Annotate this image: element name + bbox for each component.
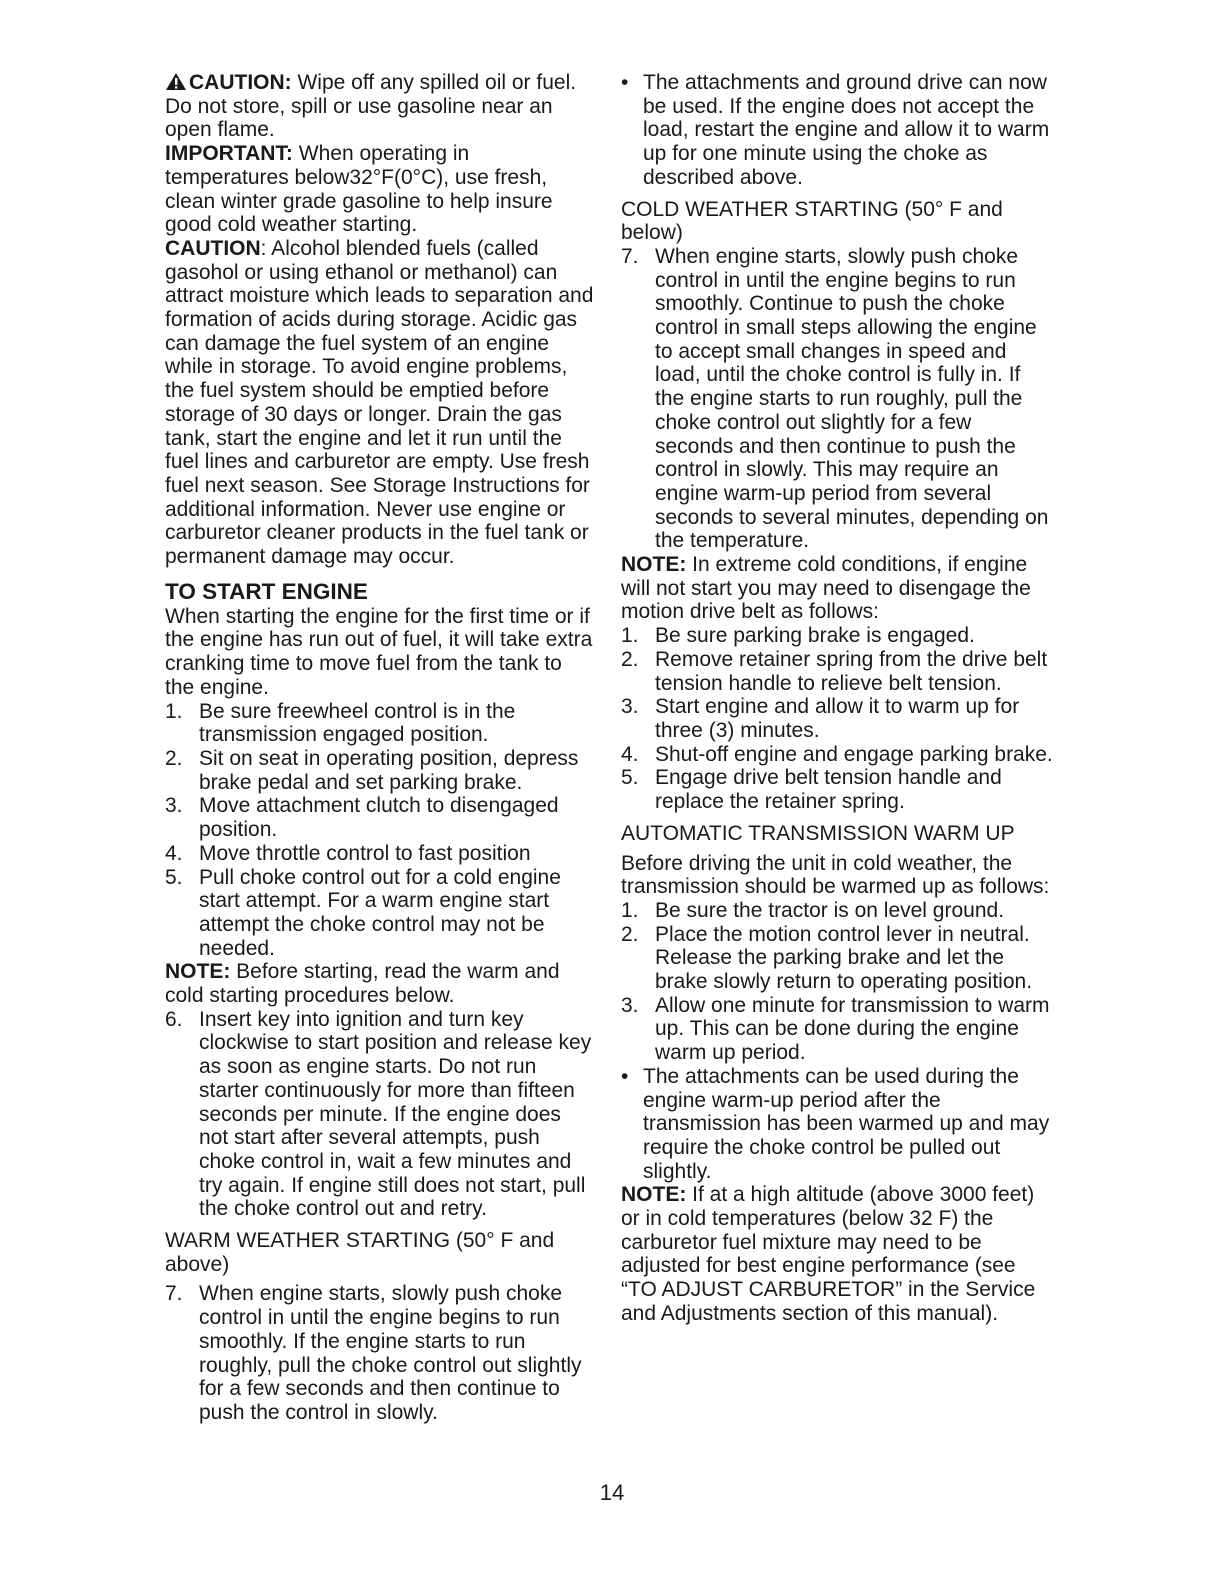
belt-step: 5. Engage drive belt tension handle and replace the retainer spring. xyxy=(621,766,1002,814)
important-label: IMPORTANT: xyxy=(165,142,293,166)
auto-step: 2. Place the motion control lever in neutral. Release the parking brake and let the brake slowly return to operating position. xyxy=(621,922,1033,994)
warning-triangle-icon xyxy=(165,72,187,91)
note-label: NOTE: xyxy=(165,960,231,984)
note-paragraph: NOTE: If at a high altitude (above 3000 feet) or in cold temperatures (below 32 F) the carburetor fuel mixture may need to be adjusted for best engine performance (see “TO ADJUST CARBURETOR” in the Service and Adjustments section of this manual). xyxy=(621,1183,1036,1325)
important-paragraph: IMPORTANT: When operating in temperatures below32°F(0°C), use fresh, clean winter grade gasoline to help insure good cold weather starting. xyxy=(165,142,553,237)
auto-step: 3. Allow one minute for transmission to warm up. This can be done during the engine warm up period. xyxy=(621,993,1050,1065)
note-label: NOTE: xyxy=(621,1183,687,1207)
belt-step: 2. Remove retainer spring from the drive belt tension handle to relieve belt tension. xyxy=(621,647,1048,695)
belt-step: 3. Start engine and allow it to warm up for three (3) minutes. xyxy=(621,695,1020,742)
start-step: 3. Move attachment clutch to disengaged position. xyxy=(165,794,559,842)
start-step: 1. Be sure freewheel control is in the transmission engaged position. xyxy=(165,699,516,747)
bullet-item: • The attachments can be used during the engine warm-up period after the transmission has been warmed up and may require the choke control be pulled out slightly. xyxy=(621,1064,1050,1183)
caution-label: CAUTION xyxy=(165,236,261,260)
note-label: NOTE: xyxy=(621,553,687,577)
belt-step: 4. Shut-off engine and engage parking brake. xyxy=(621,742,1053,766)
caution-alcohol-paragraph: CAUTION: Alcohol blended fuels (called gasohol or using ethanol or methanol) can attract moisture which leads to separation and formation of acids during storage. Acidic gas can damage the fuel system of an engine while in storage. To avoid engine problems, the fuel system should be emptied before storage of 30 days or longer. Drain the gas tank, start the engine and let it run until the fuel lines and carburetor are empty. Use fresh fuel next season. See Storage Instructions for additional information. Never use engine or carburetor cleaner products in the fuel tank or permanent damage may occur. xyxy=(165,236,594,569)
page-number: 14 xyxy=(599,1480,625,1505)
cold-weather-step: 7. When engine starts, slowly push choke control in until the engine begins to run smoothly. Continue to push the choke control in small steps allowing the engine to accept small changes in speed and load, until the choke control is fully in. If the engine starts to run roughly, pull the choke control out slightly for a few seconds and then continue to push the control in slowly. This may require an engine warm-up period from several seconds to several minutes, depending on the temperature. xyxy=(621,244,1049,553)
note-paragraph: NOTE: Before starting, read the warm and cold starting procedures below. xyxy=(165,960,560,1008)
start-step: 5. Pull choke control out for a cold engine start attempt. For a warm engine start attempt the choke control may not be needed. xyxy=(165,865,561,960)
to-start-engine-heading: TO START ENGINE xyxy=(165,578,368,604)
warm-weather-step: 7. When engine starts, slowly push choke control in until the engine begins to run smoothly. If the engine starts to run roughly, pull the choke control out slightly for a few seconds and then continue to push the control in slowly. xyxy=(165,1282,582,1424)
belt-step: 1. Be sure parking brake is engaged. xyxy=(621,624,975,648)
warm-weather-heading: WARM WEATHER STARTING (50° F and above) xyxy=(165,1229,555,1276)
left-column xyxy=(165,71,595,1425)
right-column xyxy=(621,71,1053,1326)
note-paragraph: NOTE: In extreme cold conditions, if engine will not start you may need to disengage the motion drive belt as follows: xyxy=(621,553,1031,624)
auto-transmission-heading: AUTOMATIC TRANSMISSION WARM UP xyxy=(621,821,1015,845)
bullet-item: • The attachments and ground drive can now be used. If the engine does not accept the load, restart the engine and allow it to warm up for one minute using the choke as described above. xyxy=(621,71,1050,189)
caution-fuel-paragraph: CAUTION: Wipe off any spilled oil or fuel. Do not store, spill or use gasoline near an open flame. xyxy=(165,71,577,142)
auto-transmission-intro: Before driving the unit in cold weather, the transmission should be warmed up as follows: xyxy=(621,851,1050,899)
caution-label: CAUTION: xyxy=(189,71,292,94)
start-step: 4. Move throttle control to fast position xyxy=(165,841,531,865)
auto-step: 1. Be sure the tractor is on level ground. xyxy=(621,898,1005,922)
start-intro: When starting the engine for the first time or if the engine has run out of fuel, it will take extra cranking time to move fuel from the tank to the engine. xyxy=(165,604,593,699)
start-step: 2. Sit on seat in operating position, depress brake pedal and set parking brake. xyxy=(165,746,579,794)
start-step: 6. Insert key into ignition and turn key clockwise to start position and release key as soon as engine starts. Do not run starter continuously for more than fifteen seconds per minute. If the engine does not start after several attempts, push choke control in, wait a few minutes and try again. If engine still does not start, pull the choke control out and retry. xyxy=(165,1007,592,1221)
cold-weather-heading: COLD WEATHER STARTING (50° F and below) xyxy=(621,197,1003,245)
